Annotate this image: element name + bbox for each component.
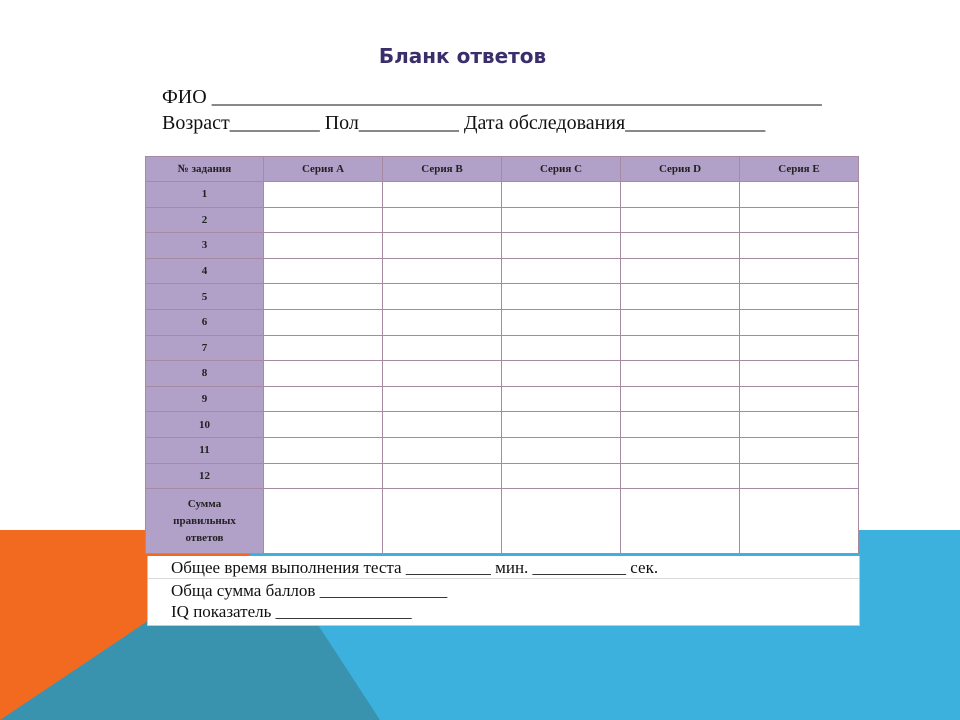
table-row bbox=[146, 233, 859, 259]
column-header-series-c: Серия С bbox=[502, 157, 621, 182]
answer-cell[interactable] bbox=[502, 182, 621, 208]
table-row bbox=[146, 258, 859, 284]
answer-cell[interactable] bbox=[383, 412, 502, 438]
answer-cell[interactable] bbox=[621, 361, 740, 387]
answer-cell[interactable] bbox=[264, 463, 383, 489]
task-number: 4 bbox=[146, 258, 264, 284]
column-header-series-b: Серия В bbox=[383, 157, 502, 182]
answer-cell[interactable] bbox=[621, 182, 740, 208]
answer-cell[interactable] bbox=[740, 386, 859, 412]
answer-cell[interactable] bbox=[383, 182, 502, 208]
answer-cell[interactable] bbox=[383, 284, 502, 310]
sum-cell[interactable] bbox=[383, 489, 502, 554]
sum-label-line: Сумма bbox=[187, 497, 222, 510]
answer-cell[interactable] bbox=[502, 386, 621, 412]
sum-cell[interactable] bbox=[264, 489, 383, 554]
answer-cell[interactable] bbox=[264, 437, 383, 463]
answer-cell[interactable] bbox=[740, 361, 859, 387]
answer-cell[interactable] bbox=[621, 233, 740, 259]
answer-cell[interactable] bbox=[264, 258, 383, 284]
sum-cell[interactable] bbox=[621, 489, 740, 554]
task-number: 3 bbox=[146, 233, 264, 259]
answer-cell[interactable] bbox=[502, 233, 621, 259]
answer-cell[interactable] bbox=[264, 309, 383, 335]
task-number: 1 bbox=[146, 182, 264, 208]
answer-cell[interactable] bbox=[621, 386, 740, 412]
answer-cell[interactable] bbox=[502, 361, 621, 387]
task-number: 12 bbox=[146, 463, 264, 489]
sum-label-line: ответов bbox=[185, 531, 224, 544]
table-row bbox=[146, 386, 859, 412]
answer-cell[interactable] bbox=[740, 284, 859, 310]
answer-cell[interactable] bbox=[621, 207, 740, 233]
answer-cell[interactable] bbox=[621, 412, 740, 438]
table-row bbox=[146, 361, 859, 387]
table-row bbox=[146, 182, 859, 208]
sum-label-line: правильных bbox=[173, 514, 236, 527]
column-header-task: № задания bbox=[146, 157, 264, 182]
task-number: 8 bbox=[146, 361, 264, 387]
answer-cell[interactable] bbox=[383, 309, 502, 335]
answer-cell[interactable] bbox=[740, 233, 859, 259]
answer-cell[interactable] bbox=[264, 233, 383, 259]
answer-cell[interactable] bbox=[502, 335, 621, 361]
answer-cell[interactable] bbox=[383, 335, 502, 361]
answer-cell[interactable] bbox=[383, 361, 502, 387]
answer-cell[interactable] bbox=[740, 335, 859, 361]
sum-cell[interactable] bbox=[740, 489, 859, 554]
answer-cell[interactable] bbox=[502, 437, 621, 463]
sum-cell[interactable] bbox=[502, 489, 621, 554]
footer-box bbox=[147, 556, 860, 626]
answer-cell[interactable] bbox=[264, 412, 383, 438]
answer-table bbox=[145, 156, 859, 554]
answer-cell[interactable] bbox=[502, 412, 621, 438]
answer-cell[interactable] bbox=[621, 437, 740, 463]
answer-cell[interactable] bbox=[740, 412, 859, 438]
sum-row bbox=[146, 489, 859, 554]
table-row bbox=[146, 284, 859, 310]
column-header-series-e: Серия Е bbox=[740, 157, 859, 182]
answer-cell[interactable] bbox=[383, 258, 502, 284]
answer-cell[interactable] bbox=[740, 207, 859, 233]
table-header-row bbox=[146, 157, 859, 182]
task-number: 11 bbox=[146, 437, 264, 463]
answer-cell[interactable] bbox=[383, 437, 502, 463]
total-score-line: Обща сумма баллов _______________ bbox=[171, 581, 448, 600]
answer-cell[interactable] bbox=[383, 463, 502, 489]
sum-correct-label bbox=[146, 489, 264, 554]
answer-cell[interactable] bbox=[621, 335, 740, 361]
iq-line: IQ показатель ________________ bbox=[171, 602, 412, 621]
table-row bbox=[146, 309, 859, 335]
answer-cell[interactable] bbox=[264, 361, 383, 387]
table-row bbox=[146, 412, 859, 438]
answer-cell[interactable] bbox=[740, 437, 859, 463]
answer-cell[interactable] bbox=[621, 284, 740, 310]
answer-cell[interactable] bbox=[264, 182, 383, 208]
answer-cell[interactable] bbox=[264, 335, 383, 361]
answer-cell[interactable] bbox=[264, 207, 383, 233]
answer-cell[interactable] bbox=[740, 258, 859, 284]
answer-cell[interactable] bbox=[264, 386, 383, 412]
task-number: 2 bbox=[146, 207, 264, 233]
table-row bbox=[146, 335, 859, 361]
column-header-series-a: Серия А bbox=[264, 157, 383, 182]
task-number: 6 bbox=[146, 309, 264, 335]
answer-cell[interactable] bbox=[383, 233, 502, 259]
age-gender-date-line: Возраст_________ Пол__________ Дата обследования______________ bbox=[162, 112, 766, 134]
answer-cell[interactable] bbox=[383, 207, 502, 233]
answer-cell[interactable] bbox=[621, 309, 740, 335]
task-number: 7 bbox=[146, 335, 264, 361]
task-number: 10 bbox=[146, 412, 264, 438]
answer-cell[interactable] bbox=[264, 284, 383, 310]
answer-cell[interactable] bbox=[621, 258, 740, 284]
answer-cell[interactable] bbox=[383, 386, 502, 412]
answer-cell[interactable] bbox=[740, 309, 859, 335]
table-row bbox=[146, 437, 859, 463]
footer-divider bbox=[148, 578, 859, 579]
page-title: Бланк ответов bbox=[378, 44, 547, 68]
answer-cell[interactable] bbox=[740, 182, 859, 208]
answer-cell[interactable] bbox=[502, 284, 621, 310]
answer-cell[interactable] bbox=[621, 463, 740, 489]
fio-line: ФИО _____________________________________________________________ bbox=[162, 86, 822, 108]
answer-cell[interactable] bbox=[502, 309, 621, 335]
answer-cell[interactable] bbox=[502, 207, 621, 233]
column-header-series-d: Серия D bbox=[621, 157, 740, 182]
test-time-line: Общее время выполнения теста __________ мин. ___________ сек. bbox=[171, 558, 659, 577]
task-number: 5 bbox=[146, 284, 264, 310]
answer-cell[interactable] bbox=[740, 463, 859, 489]
table-row bbox=[146, 207, 859, 233]
task-number: 9 bbox=[146, 386, 264, 412]
answer-cell[interactable] bbox=[502, 258, 621, 284]
table-row bbox=[146, 463, 859, 489]
answer-cell[interactable] bbox=[502, 463, 621, 489]
